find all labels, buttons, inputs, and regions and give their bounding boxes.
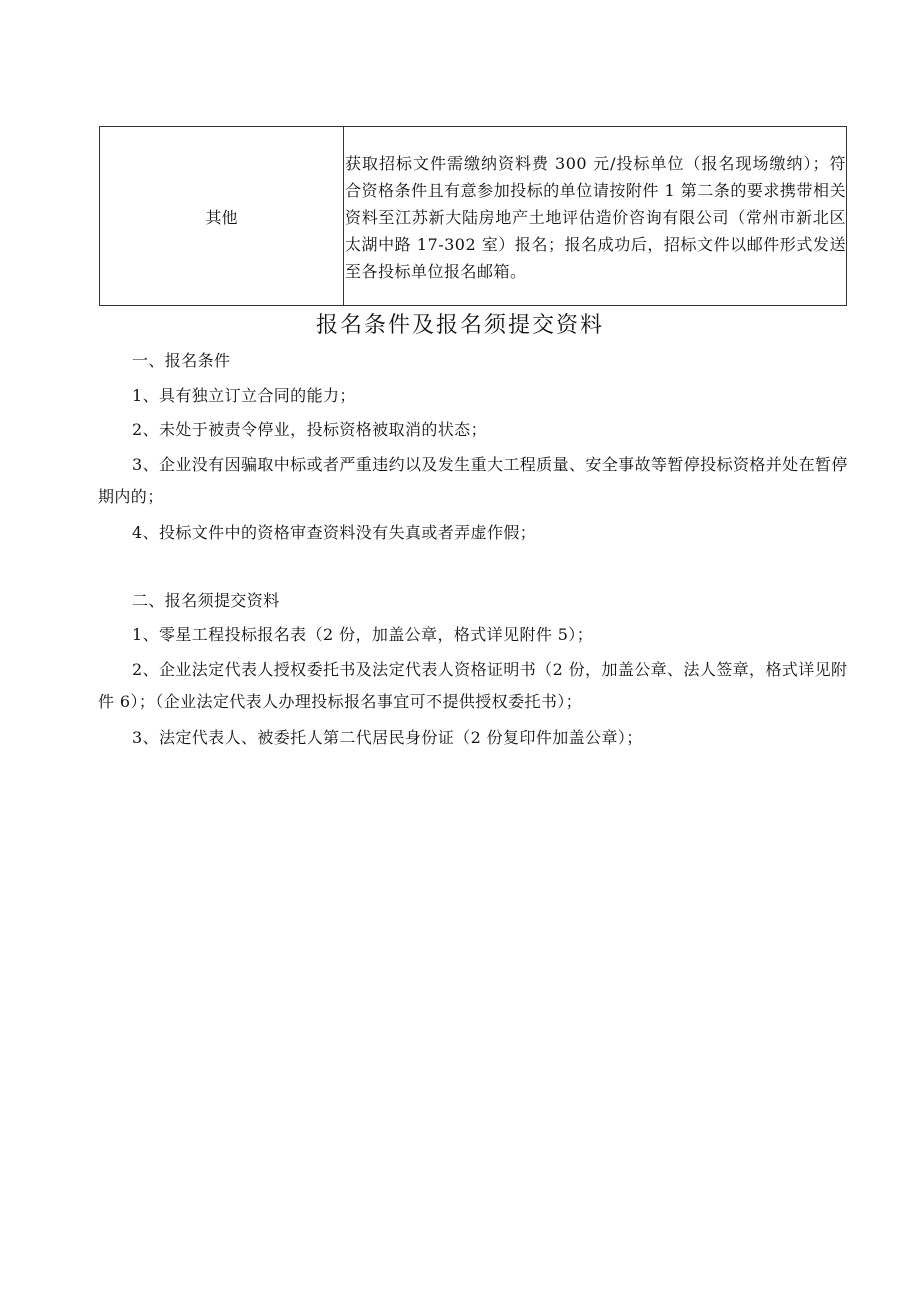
info-table	[99, 126, 847, 306]
row-label: 其他	[100, 127, 344, 306]
section2-item-2: 2、企业法定代表人授权委托书及法定代表人资格证明书（2 份，加盖公章、法人签章，格式详见附件 6）；（企业法定代表人办理投标报名事宜可不提供授权委托书）；	[98, 660, 848, 711]
row-content	[344, 127, 847, 306]
table-row	[100, 127, 847, 306]
section2-item-3: 3、法定代表人、被委托人第二代居民身份证（2 份复印件加盖公章）；	[132, 728, 643, 747]
section1-heading: 一、报名条件	[132, 351, 231, 370]
section-title: 报名条件及报名须提交资料	[315, 313, 604, 338]
section1-item-2: 2、未处于被责令停业，投标资格被取消的状态；	[132, 420, 487, 439]
section1-item-1: 1、具有独立订立合同的能力；	[132, 386, 356, 405]
section1-item-3: 3、企业没有因骗取中标或者严重违约以及发生重大工程质量、安全事故等暂停投标资格并处在暂停期内的；	[98, 455, 848, 506]
section2-heading: 二、报名须提交资料	[132, 591, 280, 610]
section2-item-1: 1、零星工程投标报名表（2 份，加盖公章，格式详见附件 5）；	[132, 625, 594, 644]
row-content-text: 获取招标文件需缴纳资料费 300 元/投标单位（报名现场缴纳）；符合资格条件且有意参加投标的单位请按附件 1 第二条的要求携带相关资料至江苏新大陆房地产土地评估造价咨询有限公司（常州市新北区太湖中路 17-302 室）报名；报名成功后，招标文件以邮件形式发送至各投标单位报名邮箱。	[345, 153, 846, 281]
section1-item-4: 4、投标文件中的资格审查资料没有失真或者弄虚作假；	[132, 523, 537, 542]
